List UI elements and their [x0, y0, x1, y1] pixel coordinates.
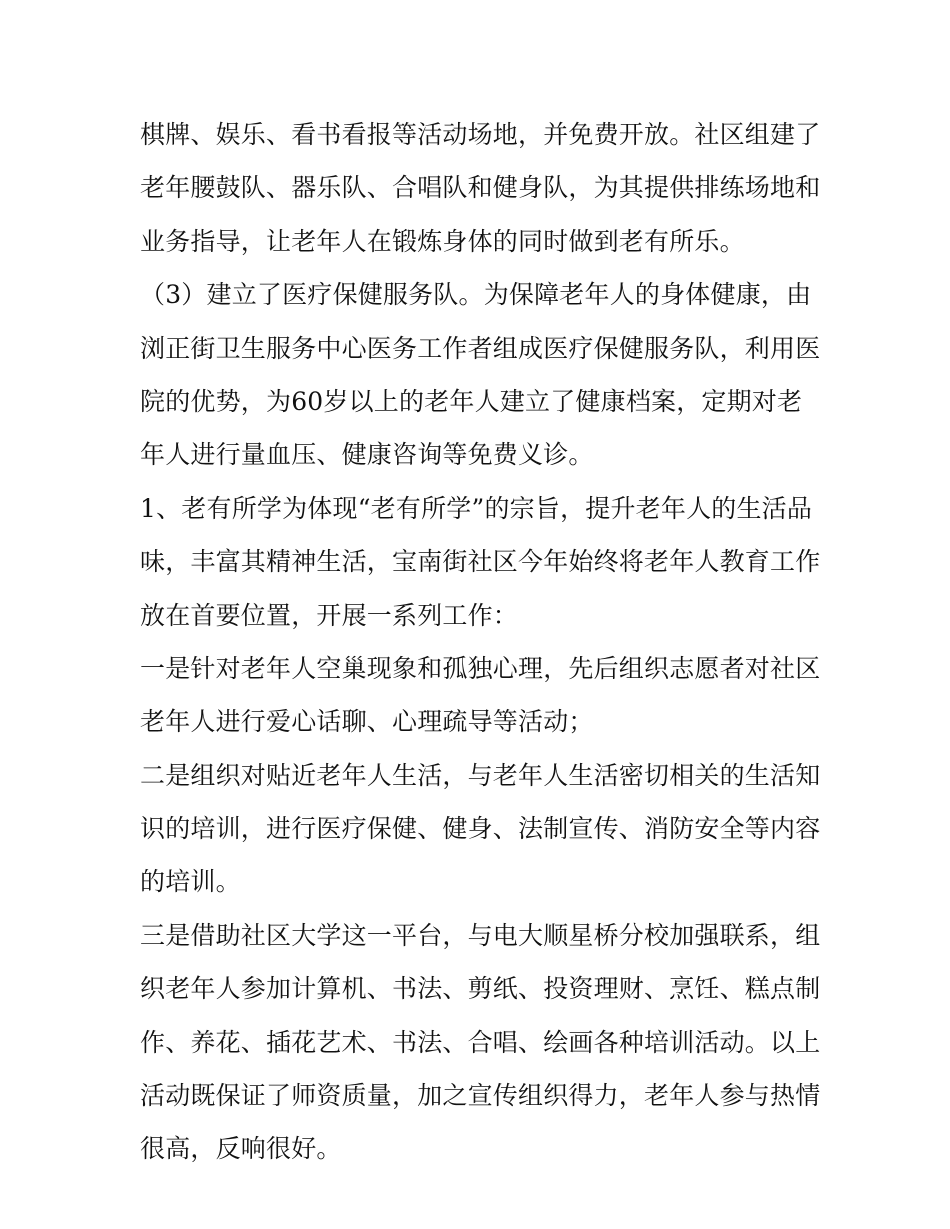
- text-line: （3）建立了医疗保健服务队。为保障老年人的身体健康，由: [140, 280, 812, 310]
- text-line: 二是组织对贴近老年人生活，与老年人生活密切相关的生活知: [140, 760, 821, 790]
- text-line: 院的优势，为60岁以上的老年人建立了健康档案，定期对老: [140, 386, 803, 416]
- text-line: 棋牌、娱乐、看书看报等活动场地，并免费开放。社区组建了: [140, 120, 821, 149]
- text-line: 老年腰鼓队、器乐队、合唱队和健身队，为其提供排练场地和: [140, 173, 821, 203]
- text-line: 三是借助社区大学这一平台，与电大顺星桥分校加强联系，组: [140, 920, 821, 950]
- text-line: 作、养花、插花艺术、书法、合唱、绘画各种培训活动。以上: [140, 1027, 821, 1057]
- text-line: 老年人进行爱心话聊、心理疏导等活动；: [140, 707, 594, 737]
- text-line: 的培训。: [140, 867, 241, 897]
- text-line: 很高，反响很好。: [140, 1134, 342, 1164]
- text-line: 浏正街卫生服务中心医务工作者组成医疗保健服务队，利用医: [140, 333, 821, 363]
- text-line: 味，丰富其精神生活，宝南街社区今年始终将老年人教育工作: [140, 547, 821, 577]
- text-line: 放在首要位置，开展一系列工作：: [140, 600, 519, 630]
- text-line: 活动既保证了师资质量，加之宣传组织得力，老年人参与热情: [140, 1081, 821, 1111]
- text-line: 1、老有所学为体现“老有所学”的宗旨，提升老年人的生活品: [140, 493, 813, 523]
- text-line: 织老年人参加计算机、书法、剪纸、投资理财、烹饪、糕点制: [140, 974, 821, 1004]
- text-line: 年人进行量血压、健康咨询等免费义诊。: [140, 440, 594, 470]
- text-line: 识的培训，进行医疗保健、健身、法制宣传、消防安全等内容: [140, 814, 821, 844]
- text-line: 业务指导，让老年人在锻炼身体的同时做到老有所乐。: [140, 226, 745, 256]
- document-body: [140, 108, 820, 1176]
- text-line: 一是针对老年人空巢现象和孤独心理，先后组织志愿者对社区: [140, 653, 821, 683]
